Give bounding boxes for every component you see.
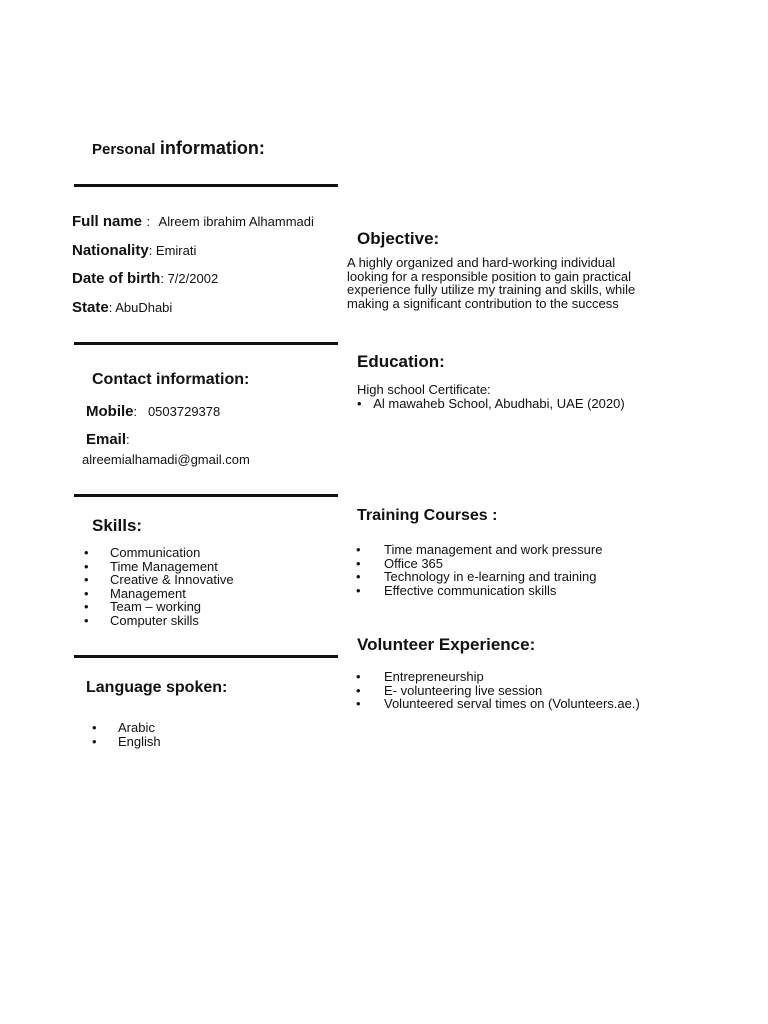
mobile-value: : 0503729378 <box>133 404 221 419</box>
training-heading: Training Courses : <box>357 507 498 524</box>
list-item <box>84 546 234 560</box>
volunteer-label: E- volunteering live session <box>384 682 543 698</box>
email-value: alreemialhamadi@gmail.com <box>82 452 250 467</box>
list-item <box>356 584 602 598</box>
skills-heading: Skills: <box>92 516 143 535</box>
personal-heading-large: information: <box>159 138 265 158</box>
personal-heading-small: Personal <box>92 141 156 158</box>
bullet-icon: • <box>92 720 97 735</box>
education-heading: Education: <box>357 352 445 371</box>
skill-label: Computer skills <box>110 612 199 628</box>
objective-line: experience fully utilize my training and skills, while <box>347 282 636 297</box>
objective-heading: Objective: <box>357 229 440 248</box>
education-school: Al mawaheb School, Abudhabi, UAE (2020) <box>373 396 625 411</box>
full-name-separator: : <box>146 214 151 229</box>
full-name-row <box>72 213 314 231</box>
bullet-icon: • <box>356 555 361 571</box>
list-item <box>356 670 640 684</box>
skill-label: Management <box>110 585 186 601</box>
personal-heading <box>92 138 265 159</box>
volunteer-label: Entrepreneurship <box>384 669 484 684</box>
bullet-icon: • <box>84 572 89 587</box>
bullet-icon: • <box>356 669 361 684</box>
training-list <box>356 543 602 597</box>
nationality-value: : Emirati <box>148 243 197 258</box>
languages-heading: Language spoken: <box>86 679 228 696</box>
list-item <box>84 573 234 587</box>
training-label: Effective communication skills <box>384 582 557 598</box>
list-item <box>84 614 234 628</box>
email-label: Email <box>86 431 127 448</box>
volunteer-list <box>356 670 640 711</box>
list-item <box>356 557 602 571</box>
nationality-label: Nationality <box>72 242 149 259</box>
state-label: State <box>72 299 109 316</box>
skill-label: Time Management <box>110 558 218 574</box>
bullet-icon: • <box>84 545 89 560</box>
objective-line: A highly organized and hard-working individual <box>347 255 616 270</box>
list-item <box>84 600 234 614</box>
volunteer-label: Volunteered serval times on (Volunteers.ae.) <box>384 696 640 711</box>
training-label: Technology in e-learning and training <box>384 569 597 584</box>
divider-languages <box>74 655 338 658</box>
divider-skills <box>74 494 338 497</box>
dob-row <box>72 270 218 288</box>
list-item <box>356 697 640 711</box>
bullet-icon: • <box>356 542 361 557</box>
state-row <box>72 299 172 317</box>
bullet-icon: • <box>356 682 361 698</box>
list-item <box>356 543 602 557</box>
email-row <box>86 431 130 449</box>
list-item <box>84 587 234 601</box>
list-item <box>356 570 602 584</box>
mobile-row <box>86 403 220 421</box>
list-item <box>92 721 161 735</box>
language-label: Arabic <box>118 720 155 735</box>
objective-line: making a significant contribution to the success <box>347 295 619 311</box>
full-name-value: Alreem ibrahim Alhammadi <box>158 214 314 229</box>
skill-label: Team – working <box>110 599 202 614</box>
bullet-icon: • <box>357 396 362 411</box>
mobile-label: Mobile <box>86 403 134 420</box>
bullet-icon: • <box>84 599 89 614</box>
bullet-icon: • <box>356 569 361 584</box>
bullet-icon: • <box>356 696 361 711</box>
volunteer-heading: Volunteer Experience: <box>357 635 536 654</box>
list-item <box>356 684 640 698</box>
bullet-icon: • <box>356 582 361 598</box>
education-school-row <box>357 396 625 411</box>
objective-line: looking for a responsible position to gain practical <box>347 268 632 284</box>
training-label: Time management and work pressure <box>384 542 603 557</box>
objective-text <box>347 256 635 310</box>
skill-label: Creative & Innovative <box>110 572 234 587</box>
skill-label: Communication <box>110 545 201 560</box>
list-item <box>84 560 234 574</box>
list-item <box>92 735 161 749</box>
bullet-icon: • <box>84 612 89 628</box>
skills-list <box>84 546 234 627</box>
dob-label: Date of birth <box>72 270 161 287</box>
dob-value: : 7/2/2002 <box>160 271 219 286</box>
bullet-icon: • <box>92 733 97 749</box>
state-value: : AbuDhabi <box>108 300 173 315</box>
contact-heading: Contact information: <box>92 371 250 388</box>
education-certificate: High school Certificate: <box>357 382 491 397</box>
nationality-row <box>72 242 196 260</box>
email-separator: : <box>126 432 130 447</box>
divider-contact <box>74 342 338 345</box>
bullet-icon: • <box>84 558 89 574</box>
divider-personal <box>74 184 338 187</box>
languages-list <box>92 721 161 748</box>
full-name-label: Full name <box>72 213 143 230</box>
language-label: English <box>118 733 161 749</box>
bullet-icon: • <box>84 585 89 601</box>
training-label: Office 365 <box>384 555 444 571</box>
